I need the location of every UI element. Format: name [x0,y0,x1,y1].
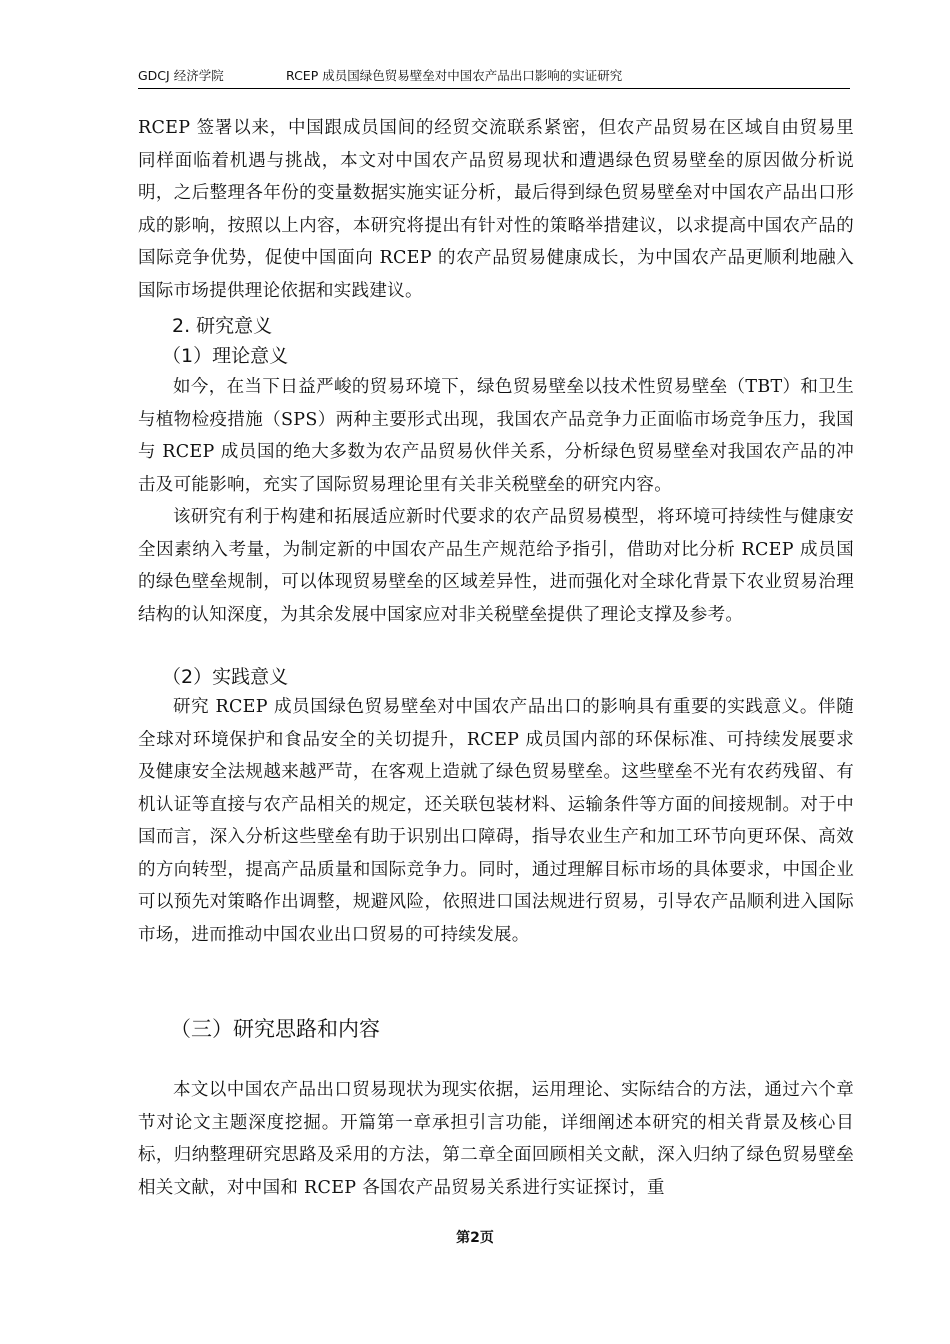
heading-theoretical-significance: （1）理论意义 [162,345,289,367]
heading-section-3: （三）研究思路和内容 [170,1017,380,1041]
paragraph-theory-1: 如今，在当下日益严峻的贸易环境下，绿色贸易壁垒以技术性贸易壁垒（TBT）和卫生与植物检疫措施（SPS）两种主要形式出现，我国农产品竞争力正面临市场竞争压力，我国与 RCEP 成员国的绝大多数为农产品贸易伙伴关系，分析绿色贸易壁垒对我国农产品的冲击及可能影响，充实了国际贸易理论里有关非关税壁垒的研究内容。 [138,377,854,495]
paragraph-theory-2: 该研究有利于构建和拓展适应新时代要求的农产品贸易模型，将环境可持续性与健康安全因素纳入考量，为制定新的中国农产品生产规范给予指引，借助对比分析 RCEP 成员国的绿色壁垒规制，可以体现贸易壁垒的区域差异性，进而强化对全球化背景下农业贸易治理结构的认知深度，为其余发展中国家应对非关税壁垒提供了理论支撑及参考。 [138,507,854,625]
paragraph-practice: 研究 RCEP 成员国绿色贸易壁垒对中国农产品出口的影响具有重要的实践意义。伴随全球对环境保护和食品安全的关切提升，RCEP 成员国内部的环保标准、可持续发展要求及健康安全法规越来越严苛，在客观上造就了绿色贸易壁垒。这些壁垒不光有农药残留、有机认证等直接与农产品相关的规定，还关联包装材料、运输条件等方面的间接规制。对于中国而言，深入分析这些壁垒有助于识别出口障碍，指导农业生产和加工环节向更环保、高效的方向转型，提高产品质量和国际竞争力。同时，通过理解目标市场的具体要求，中国企业可以预先对策略作出调整，规避风险，依照进口国法规进行贸易，引导农产品顺利进入国际市场，进而推动中国农业出口贸易的可持续发展。 [138,697,854,945]
page-header [138,66,850,89]
heading-research-significance: 2. 研究意义 [172,315,273,337]
header-thesis-title: RCEP 成员国绿色贸易壁垒对中国农产品出口影响的实证研究 [286,68,623,83]
page-number: 第2页 [456,1230,494,1246]
heading-practical-significance: （2）实践意义 [162,666,289,688]
paragraph-intro: RCEP 签署以来，中国跟成员国间的经贸交流联系紧密，但农产品贸易在区域自由贸易里同样面临着机遇与挑战，本文对中国农产品贸易现状和遭遇绿色贸易壁垒的原因做分析说明，之后整理各年份的变量数据实施实证分析，最后得到绿色贸易壁垒对中国农产品出口形成的影响，按照以上内容，本研究将提出有针对性的策略举措建议，以求提高中国农产品的国际竞争优势，促使中国面向 RCEP 的农产品贸易健康成长，为中国农产品更顺利地融入国际市场提供理论依据和实践建议。 [138,118,854,301]
paragraph-outline: 本文以中国农产品出口贸易现状为现实依据，运用理论、实际结合的方法，通过六个章节对论文主题深度挖掘。开篇第一章承担引言功能，详细阐述本研究的相关背景及核心目标，归纳整理研究思路及采用的方法，第二章全面回顾相关文献，深入归纳了绿色贸易壁垒相关文献，对中国和 RCEP 各国农产品贸易关系进行实证探讨，重 [138,1080,854,1198]
header-school: GDCJ 经济学院 [138,68,224,83]
